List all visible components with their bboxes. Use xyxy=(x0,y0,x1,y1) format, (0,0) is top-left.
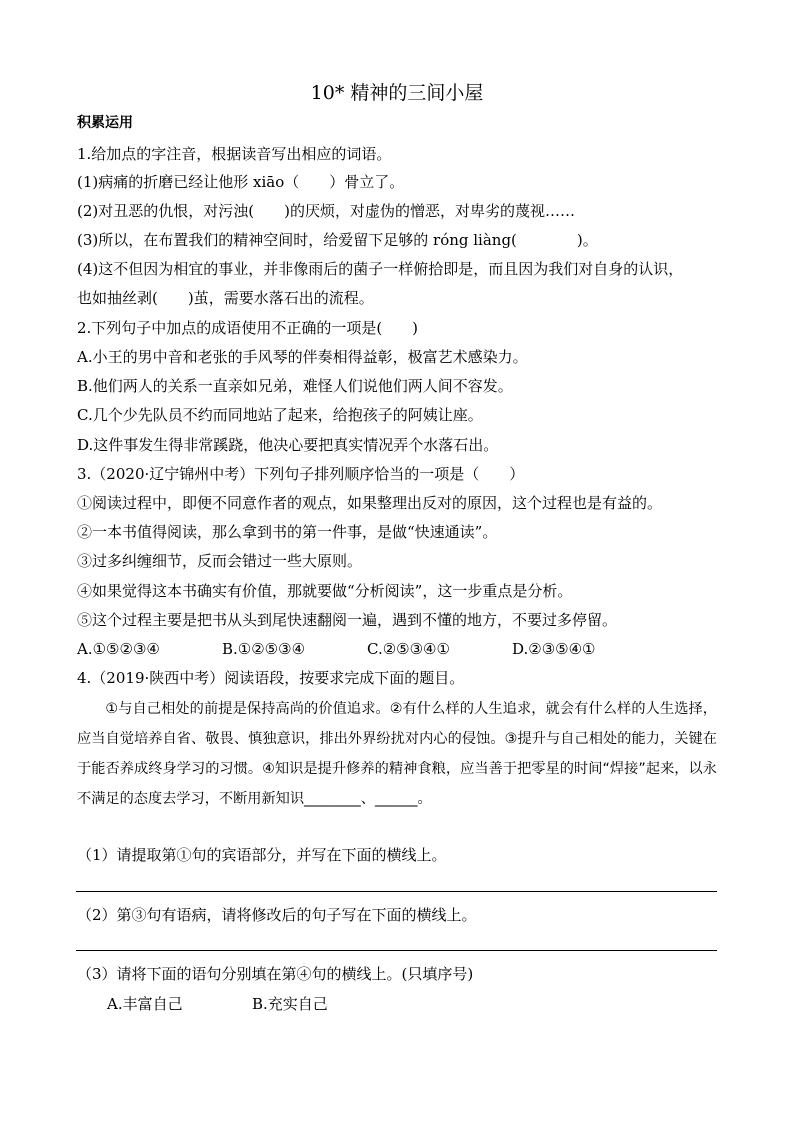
q4-sub3-options xyxy=(107,992,328,1016)
q4-sub3: （3）请将下面的语句分别填在第④句的横线上。(只填序号) xyxy=(77,965,474,983)
q1-stem: 1.给加点的字注音，根据读音写出相应的词语。 xyxy=(77,145,392,163)
q2-stem: 2.下列句子中加点的成语使用不正确的一项是( ) xyxy=(77,319,419,337)
q1-item-4-cont: 也如抽丝剥( )茧，需要水落石出的流程。 xyxy=(77,289,374,307)
q1-item-1: (1)病痛的折磨已经让他形 xiāo（ ）骨立了。 xyxy=(77,173,405,191)
q4-sub3-option-a: A.丰富自己 xyxy=(107,995,183,1013)
answer-line-2 xyxy=(76,950,717,951)
q4-passage: ①与自己相处的前提是保持高尚的价值追求。②有什么样的人生追求，就会有什么样的人生选择，应当自觉培养自省、敬畏、慎独意识，排出外界纷扰对内心的侵蚀。③提升与自己相处的能力，关键在于能否养成终身学习的习惯。④知识是提升修养的精神食粮，应当善于把零星的时间“焊接”起来，以永不满足的态度去学习，不断用新知识________、______。 xyxy=(77,701,717,807)
q3-option-c: C.②⑤③④① xyxy=(367,640,450,658)
q3-option-a: A.①⑤②③④ xyxy=(77,640,160,658)
q2-option-b: B.他们两人的关系一直亲如兄弟，难怪人们说他们两人间不容发。 xyxy=(77,377,513,395)
section-heading: 积累运用 xyxy=(77,115,133,131)
q2-option-d: D.这件事发生得非常蹊跷，他决心要把真实情况弄个水落石出。 xyxy=(77,436,499,454)
q4-sub3-option-b: B.充实自己 xyxy=(252,995,328,1013)
q4-stem: 4.（2019·陕西中考）阅读语段，按要求完成下面的题目。 xyxy=(77,669,465,687)
q1-item-4: (4)这不但因为相宜的事业，并非像雨后的菌子一样俯拾即是，而且因为我们对自身的认识， xyxy=(77,260,684,278)
page-title: 10* 精神的三间小屋 xyxy=(310,82,484,104)
answer-line-1 xyxy=(76,891,717,892)
q3-sentence-5: ⑤这个过程主要是把书从头到尾快速翻阅一遍，遇到不懂的地方，不要过多停留。 xyxy=(77,611,618,629)
q3-sentence-4: ④如果觉得这本书确实有价值，那就要做“分析阅读”，这一步重点是分析。 xyxy=(77,582,573,600)
q4-sub2: （2）第③句有语病，请将修改后的句子写在下面的横线上。 xyxy=(77,906,477,924)
q3-sentence-3: ③过多纠缠细节，反而会错过一些大原则。 xyxy=(77,552,363,570)
q1-item-3: (3)所以，在布置我们的精神空间时，给爱留下足够的 róng liàng( )。 xyxy=(77,231,598,249)
q2-option-a: A.小王的男中音和老张的手风琴的伴奏相得益彰，极富艺术感染力。 xyxy=(77,348,528,366)
q3-sentence-2: ②一本书值得阅读，那么拿到书的第一件事，是做“快速通读”。 xyxy=(77,523,498,541)
q4-sub1: （1）请提取第①句的宾语部分，并写在下面的横线上。 xyxy=(77,846,447,864)
q1-item-2: (2)对丑恶的仇恨，对污浊( )的厌烦，对虚伪的憎恶，对卑劣的蔑视…… xyxy=(77,202,575,220)
q2-option-c: C.几个少先队员不约而同地站了起来，给抱孩子的阿姨让座。 xyxy=(77,406,483,424)
q3-option-b: B.①②⑤③④ xyxy=(222,640,306,658)
q3-options xyxy=(77,637,596,661)
q3-stem: 3.（2020·辽宁锦州中考）下列句子排列顺序恰当的一项是（ ） xyxy=(77,465,525,483)
q3-option-d: D.②③⑤④① xyxy=(512,640,596,658)
q3-sentence-1: ①阅读过程中，即便不同意作者的观点，如果整理出反对的原因，这个过程也是有益的。 xyxy=(77,494,663,512)
